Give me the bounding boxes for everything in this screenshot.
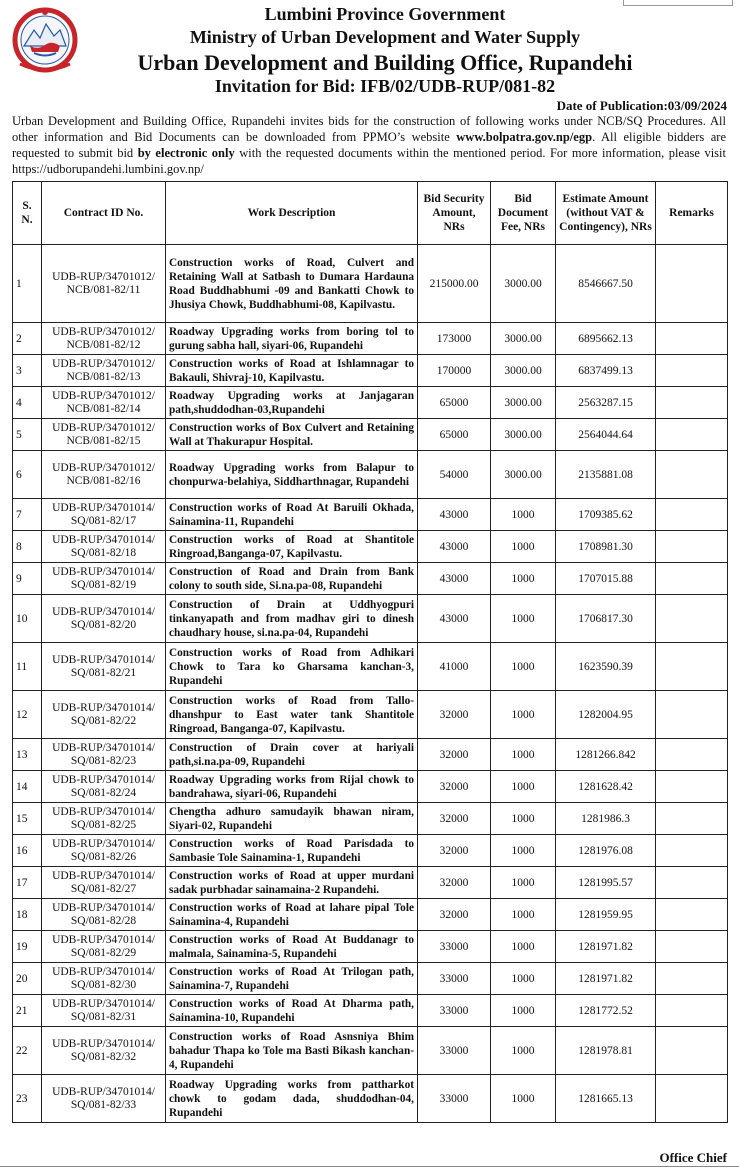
cell-sn: 1 xyxy=(13,245,42,323)
cell-bid-security: 43000 xyxy=(418,531,491,563)
table-row xyxy=(13,563,728,595)
cell-work-description: Construction works of Road at upper murdani sadak purbhadar sainamaina-2 Rupandehi. xyxy=(166,867,418,899)
cell-document-fee: 1000 xyxy=(491,499,556,531)
cell-contract-id xyxy=(42,419,166,451)
contract-id-line2: SQ/081-82/31 xyxy=(70,1010,137,1023)
cell-document-fee: 1000 xyxy=(491,931,556,963)
cell-sn: 2 xyxy=(13,323,42,355)
cell-contract-id xyxy=(42,563,166,595)
cell-sn: 13 xyxy=(13,739,42,771)
contract-id-line1: UDB-RUP/34701014/ xyxy=(52,565,155,578)
publication-date: Date of Publication:03/09/2024 xyxy=(556,98,727,113)
cell-contract-id xyxy=(42,595,166,643)
cell-work-description: Construction works of Road At Trilogan path, Sainamina-7, Rupandehi xyxy=(166,963,418,995)
contract-id-line2: SQ/081-82/21 xyxy=(70,666,137,679)
table-row xyxy=(13,355,728,387)
table-row xyxy=(13,739,728,771)
cell-sn: 21 xyxy=(13,995,42,1027)
cell-remarks xyxy=(656,355,728,387)
cell-remarks xyxy=(656,1075,728,1123)
cell-work-description: Construction works of Box Culvert and Retaining Wall at Thakurapur Hospital. xyxy=(166,419,418,451)
table-row xyxy=(13,499,728,531)
table-row xyxy=(13,803,728,835)
table-row xyxy=(13,643,728,691)
cell-bid-security: 54000 xyxy=(418,451,491,499)
cell-estimate-amount: 2564044.64 xyxy=(556,419,656,451)
cell-bid-security: 43000 xyxy=(418,595,491,643)
table-row xyxy=(13,595,728,643)
contract-id-line1: UDB-RUP/34701014/ xyxy=(52,933,155,946)
cell-contract-id xyxy=(42,1027,166,1075)
table-row xyxy=(13,1027,728,1075)
contract-id-line1: UDB-RUP/34701014/ xyxy=(52,533,155,546)
cell-remarks xyxy=(656,995,728,1027)
cell-bid-security: 33000 xyxy=(418,963,491,995)
cell-work-description: Construction works of Road At Buddanagr to malmala, Sainamina-5, Rupandehi xyxy=(166,931,418,963)
cell-contract-id xyxy=(42,867,166,899)
cell-estimate-amount: 1281986.3 xyxy=(556,803,656,835)
contract-id-line1: UDB-RUP/34701014/ xyxy=(52,741,155,754)
cell-bid-security: 33000 xyxy=(418,931,491,963)
cell-remarks xyxy=(656,451,728,499)
cell-contract-id xyxy=(42,245,166,323)
contract-id-line1: UDB-RUP/34701012/ xyxy=(52,325,155,338)
cell-bid-security: 32000 xyxy=(418,739,491,771)
contract-id-line2: SQ/081-82/23 xyxy=(70,754,137,767)
bottom-divider xyxy=(0,1166,739,1167)
cell-sn: 15 xyxy=(13,803,42,835)
cell-estimate-amount: 1281971.82 xyxy=(556,931,656,963)
cell-sn: 11 xyxy=(13,643,42,691)
contract-id-line1: UDB-RUP/34701014/ xyxy=(52,837,155,850)
cell-document-fee: 3000.00 xyxy=(491,323,556,355)
contract-id-line2: SQ/081-82/24 xyxy=(70,786,137,799)
cell-document-fee: 3000.00 xyxy=(491,451,556,499)
cell-work-description: Roadway Upgrading works from pattharkot chowk to godam dada, shuddodhan-04, Rupandehi xyxy=(166,1075,418,1123)
cell-work-description: Construction works of Road at Ishlamnagar to Bakauli, Shivraj-10, Kapilvastu. xyxy=(166,355,418,387)
contract-id-line1: UDB-RUP/34701014/ xyxy=(52,501,155,514)
contract-id-line2: NCB/081-82/13 xyxy=(66,370,141,383)
cell-bid-security: 65000 xyxy=(418,387,491,419)
cell-remarks xyxy=(656,531,728,563)
cell-document-fee: 1000 xyxy=(491,771,556,803)
cell-estimate-amount: 1282004.95 xyxy=(556,691,656,739)
cell-remarks xyxy=(656,963,728,995)
cell-contract-id xyxy=(42,739,166,771)
cell-bid-security: 65000 xyxy=(418,419,491,451)
cell-contract-id xyxy=(42,355,166,387)
cell-sn: 5 xyxy=(13,419,42,451)
table-row xyxy=(13,691,728,739)
cell-work-description: Construction works of Road at Shantitole Ringroad,Banganga-07, Kapilvastu. xyxy=(166,531,418,563)
intro-paragraph xyxy=(12,113,726,177)
contract-id-line2: SQ/081-82/26 xyxy=(70,850,137,863)
cell-work-description: Construction works of Road from Tallo-dhanshpur to East water tank Shantitole Ringroad, Banganga-07, Kapilvastu. xyxy=(166,691,418,739)
cell-work-description: Construction works of Road Parisdada to Sambasie Tole Sainamina-1, Rupandehi xyxy=(166,835,418,867)
cell-sn: 8 xyxy=(13,531,42,563)
cell-remarks xyxy=(656,931,728,963)
cell-work-description: Construction of Drain at Uddhyogpuri tinkanyapath and from madhav giri to dinesh chaudhary house, si.na.pa-04, Rupandehi xyxy=(166,595,418,643)
cell-work-description: Roadway Upgrading works from Balapur to chonpurwa-belahiya, Siddharthnagar, Rupandehi xyxy=(166,451,418,499)
cell-work-description: Construction of Drain cover at hariyali path,si.na.pa-09, Rupandehi xyxy=(166,739,418,771)
cell-sn: 4 xyxy=(13,387,42,419)
cell-sn: 18 xyxy=(13,899,42,931)
contract-id-line1: UDB-RUP/34701014/ xyxy=(52,1037,155,1050)
cell-estimate-amount: 1623590.39 xyxy=(556,643,656,691)
cell-document-fee: 1000 xyxy=(491,1027,556,1075)
cell-remarks xyxy=(656,803,728,835)
cell-bid-security: 41000 xyxy=(418,643,491,691)
table-row xyxy=(13,963,728,995)
header-office: Urban Development and Building Office, Rupandehi xyxy=(137,50,633,75)
cell-estimate-amount: 1706817.30 xyxy=(556,595,656,643)
table-row xyxy=(13,867,728,899)
cell-sn: 20 xyxy=(13,963,42,995)
cell-remarks xyxy=(656,1027,728,1075)
cell-bid-security: 33000 xyxy=(418,1075,491,1123)
contract-id-line2: SQ/081-82/22 xyxy=(70,714,137,727)
cell-estimate-amount: 6895662.13 xyxy=(556,323,656,355)
cell-estimate-amount: 6837499.13 xyxy=(556,355,656,387)
cell-document-fee: 1000 xyxy=(491,899,556,931)
cell-estimate-amount: 1281976.08 xyxy=(556,835,656,867)
cell-sn: 22 xyxy=(13,1027,42,1075)
cell-document-fee: 1000 xyxy=(491,595,556,643)
cell-bid-security: 173000 xyxy=(418,323,491,355)
cell-bid-security: 32000 xyxy=(418,867,491,899)
cell-work-description: Chengtha adhuro samudayik bhawan niram, Siyari-02, Rupandehi xyxy=(166,803,418,835)
cell-remarks xyxy=(656,899,728,931)
contract-id-line1: UDB-RUP/34701014/ xyxy=(52,1085,155,1098)
contract-id-line2: SQ/081-82/25 xyxy=(70,818,137,831)
cell-bid-security: 32000 xyxy=(418,835,491,867)
cell-contract-id xyxy=(42,963,166,995)
header-remarks: Remarks xyxy=(656,182,728,245)
contract-id-line2: SQ/081-82/18 xyxy=(70,546,137,559)
cell-estimate-amount: 1281266.842 xyxy=(556,739,656,771)
cell-estimate-amount: 1281971.82 xyxy=(556,963,656,995)
cell-remarks xyxy=(656,563,728,595)
table-row xyxy=(13,771,728,803)
cell-remarks xyxy=(656,867,728,899)
cell-sn: 19 xyxy=(13,931,42,963)
header-document-fee: Bid Document Fee, NRs xyxy=(491,182,556,245)
cell-document-fee: 3000.00 xyxy=(491,355,556,387)
cell-remarks xyxy=(656,419,728,451)
contract-id-line1: UDB-RUP/34701012/ xyxy=(52,389,155,402)
table-row xyxy=(13,931,728,963)
table-header-row xyxy=(13,182,728,245)
contract-id-line1: UDB-RUP/34701014/ xyxy=(52,901,155,914)
contract-id-line2: NCB/081-82/11 xyxy=(66,283,141,296)
intro-part3: with the requested documents within the mentioned period. For more information, please visit https://udborupandehi.lumbini.gov.np/ xyxy=(12,146,726,176)
table-row xyxy=(13,245,728,323)
contract-id-line2: SQ/081-82/28 xyxy=(70,914,137,927)
cell-bid-security: 33000 xyxy=(418,995,491,1027)
contract-id-line1: UDB-RUP/34701014/ xyxy=(52,805,155,818)
contract-id-line1: UDB-RUP/34701012/ xyxy=(52,270,155,283)
cell-contract-id xyxy=(42,1075,166,1123)
cell-document-fee: 1000 xyxy=(491,531,556,563)
header-estimate-amount: Estimate Amount (without VAT & Contingency), NRs xyxy=(556,182,656,245)
cell-remarks xyxy=(656,323,728,355)
cell-contract-id xyxy=(42,323,166,355)
contract-id-line1: UDB-RUP/34701014/ xyxy=(52,653,155,666)
cell-contract-id xyxy=(42,771,166,803)
header-sn: S. N. xyxy=(13,182,42,245)
contract-id-line2: NCB/081-82/15 xyxy=(66,434,141,447)
cell-remarks xyxy=(656,739,728,771)
cell-document-fee: 1000 xyxy=(491,739,556,771)
cell-estimate-amount: 1707015.88 xyxy=(556,563,656,595)
cell-document-fee: 1000 xyxy=(491,995,556,1027)
cell-estimate-amount: 2563287.15 xyxy=(556,387,656,419)
cell-sn: 3 xyxy=(13,355,42,387)
table-row xyxy=(13,387,728,419)
cell-bid-security: 33000 xyxy=(418,1027,491,1075)
cell-work-description: Construction works of Road from Adhikari Chowk to Tara ko Gharsama kanchan-3, Rupandehi xyxy=(166,643,418,691)
table-row xyxy=(13,451,728,499)
header-invitation: Invitation for Bid: IFB/02/UDB-RUP/081-82 xyxy=(214,76,556,96)
cell-contract-id xyxy=(42,531,166,563)
intro-part2: . All eligible bidders are requested to submit bid xyxy=(12,130,726,160)
cell-document-fee: 1000 xyxy=(491,643,556,691)
contract-id-line2: SQ/081-82/19 xyxy=(70,578,137,591)
header-ministry: Ministry of Urban Development and Water Supply xyxy=(189,27,581,47)
cell-estimate-amount: 1709385.62 xyxy=(556,499,656,531)
cell-remarks xyxy=(656,499,728,531)
cell-bid-security: 32000 xyxy=(418,899,491,931)
cell-work-description: Construction works of Road At Baruili Okhada, Sainamina-11, Rupandehi xyxy=(166,499,418,531)
contract-id-line1: UDB-RUP/34701014/ xyxy=(52,965,155,978)
cell-document-fee: 1000 xyxy=(491,835,556,867)
cell-work-description: Construction works of Road, Culvert and Retaining Wall at Satbash to Dumara Hardauna Road Buddhabhumi -09 and Bankatti Chowk to Jhusiya Chowk, Buddhabhumi-08, Kapilvastu. xyxy=(166,245,418,323)
table-row xyxy=(13,899,728,931)
cell-estimate-amount: 2135881.08 xyxy=(556,451,656,499)
contract-id-line2: NCB/081-82/12 xyxy=(66,338,141,351)
cell-estimate-amount: 1281772.52 xyxy=(556,995,656,1027)
cell-bid-security: 32000 xyxy=(418,771,491,803)
cell-sn: 9 xyxy=(13,563,42,595)
cell-document-fee: 1000 xyxy=(491,867,556,899)
contract-id-line2: NCB/081-82/14 xyxy=(66,402,141,415)
header-province: Lumbini Province Government xyxy=(264,4,506,24)
contract-id-line2: SQ/081-82/29 xyxy=(70,946,137,959)
cell-contract-id xyxy=(42,387,166,419)
contract-id-line2: SQ/081-82/17 xyxy=(70,514,137,527)
cell-sn: 17 xyxy=(13,867,42,899)
cell-document-fee: 1000 xyxy=(491,691,556,739)
header-work-description: Work Description xyxy=(166,182,418,245)
table-row xyxy=(13,531,728,563)
cell-sn: 7 xyxy=(13,499,42,531)
cell-bid-security: 43000 xyxy=(418,563,491,595)
cell-document-fee: 3000.00 xyxy=(491,419,556,451)
cell-estimate-amount: 1708981.30 xyxy=(556,531,656,563)
contract-id-line2: SQ/081-82/30 xyxy=(70,978,137,991)
contract-id-line2: SQ/081-82/27 xyxy=(70,882,137,895)
cell-contract-id xyxy=(42,803,166,835)
cell-remarks xyxy=(656,771,728,803)
cell-estimate-amount: 8546667.50 xyxy=(556,245,656,323)
cell-sn: 6 xyxy=(13,451,42,499)
contract-id-line2: SQ/081-82/32 xyxy=(70,1050,137,1063)
cell-work-description: Roadway Upgrading works at Janjagaran path,shuddodhan-03,Rupandehi xyxy=(166,387,418,419)
cell-remarks xyxy=(656,643,728,691)
cell-work-description: Construction works of Road At Dharma path, Sainamina-10, Rupandehi xyxy=(166,995,418,1027)
contract-id-line1: UDB-RUP/34701014/ xyxy=(52,869,155,882)
table-row xyxy=(13,419,728,451)
cell-bid-security: 170000 xyxy=(418,355,491,387)
contract-id-line1: UDB-RUP/34701014/ xyxy=(52,701,155,714)
cell-contract-id xyxy=(42,691,166,739)
office-chief-signature: Office Chief xyxy=(659,1150,727,1165)
cell-estimate-amount: 1281995.57 xyxy=(556,867,656,899)
cell-contract-id xyxy=(42,835,166,867)
contract-id-line1: UDB-RUP/34701014/ xyxy=(52,773,155,786)
cell-contract-id xyxy=(42,931,166,963)
cell-sn: 12 xyxy=(13,691,42,739)
cell-estimate-amount: 1281978.81 xyxy=(556,1027,656,1075)
cell-work-description: Construction of Road and Drain from Bank colony to south side, Si.na.pa-08, Rupandehi xyxy=(166,563,418,595)
contract-id-line1: UDB-RUP/34701012/ xyxy=(52,421,155,434)
cell-estimate-amount: 1281665.13 xyxy=(556,1075,656,1123)
cell-document-fee: 3000.00 xyxy=(491,245,556,323)
cell-remarks xyxy=(656,387,728,419)
header-bid-security: Bid Security Amount, NRs xyxy=(418,182,491,245)
cell-estimate-amount: 1281628.42 xyxy=(556,771,656,803)
cell-remarks xyxy=(656,595,728,643)
contract-id-line1: UDB-RUP/34701014/ xyxy=(52,997,155,1010)
cell-contract-id xyxy=(42,995,166,1027)
intro-part1: Urban Development and Building Office, Rupandehi invites bids for the construction of following works under NCB/SQ Procedures. All other information and Bid Documents can be downloaded from PPMO’s website xyxy=(12,114,726,144)
cell-estimate-amount: 1281959.95 xyxy=(556,899,656,931)
contract-id-line2: SQ/081-82/20 xyxy=(70,618,137,631)
cell-document-fee: 1000 xyxy=(491,963,556,995)
nepal-emblem-icon xyxy=(12,6,78,78)
cell-sn: 23 xyxy=(13,1075,42,1123)
cell-work-description: Roadway Upgrading works from Rijal chowk to bandrahawa, siyari-06, Rupandehi xyxy=(166,771,418,803)
cell-sn: 14 xyxy=(13,771,42,803)
table-row xyxy=(13,323,728,355)
header-contract-id: Contract ID No. xyxy=(42,182,166,245)
cell-contract-id xyxy=(42,643,166,691)
contract-id-line2: SQ/081-82/33 xyxy=(70,1098,137,1111)
cell-work-description: Construction works of Road Asnsniya Bhim bahadur Thapa ko Tole ma Basti Bikash kanchan-4, Rupandehi xyxy=(166,1027,418,1075)
cell-bid-security: 43000 xyxy=(418,499,491,531)
intro-electronic-note: by electronic only xyxy=(137,146,235,160)
contract-id-line1: UDB-RUP/34701012/ xyxy=(52,357,155,370)
cell-contract-id xyxy=(42,499,166,531)
cell-sn: 16 xyxy=(13,835,42,867)
cell-document-fee: 3000.00 xyxy=(491,387,556,419)
table-row xyxy=(13,1075,728,1123)
intro-website-link[interactable]: www.bolpatra.gov.np/egp xyxy=(456,130,593,144)
cell-bid-security: 32000 xyxy=(418,803,491,835)
cell-bid-security: 32000 xyxy=(418,691,491,739)
cell-remarks xyxy=(656,691,728,739)
cell-bid-security: 215000.00 xyxy=(418,245,491,323)
cell-contract-id xyxy=(42,899,166,931)
cell-sn: 10 xyxy=(13,595,42,643)
contract-id-line1: UDB-RUP/34701012/ xyxy=(52,461,155,474)
table-row xyxy=(13,835,728,867)
cell-contract-id xyxy=(42,451,166,499)
cell-work-description: Construction works of Road at lahare pipal Tole Sainamina-4, Rupandehi xyxy=(166,899,418,931)
contract-id-line1: UDB-RUP/34701014/ xyxy=(52,605,155,618)
contract-id-line2: NCB/081-82/16 xyxy=(66,474,141,487)
cell-document-fee: 1000 xyxy=(491,1075,556,1123)
cell-remarks xyxy=(656,835,728,867)
table-row xyxy=(13,995,728,1027)
cell-document-fee: 1000 xyxy=(491,803,556,835)
cell-remarks xyxy=(656,245,728,323)
bids-table xyxy=(12,181,728,1123)
cell-work-description: Roadway Upgrading works from boring tol to gurung sabha hall, siyari-06, Rupandehi xyxy=(166,323,418,355)
cell-document-fee: 1000 xyxy=(491,563,556,595)
